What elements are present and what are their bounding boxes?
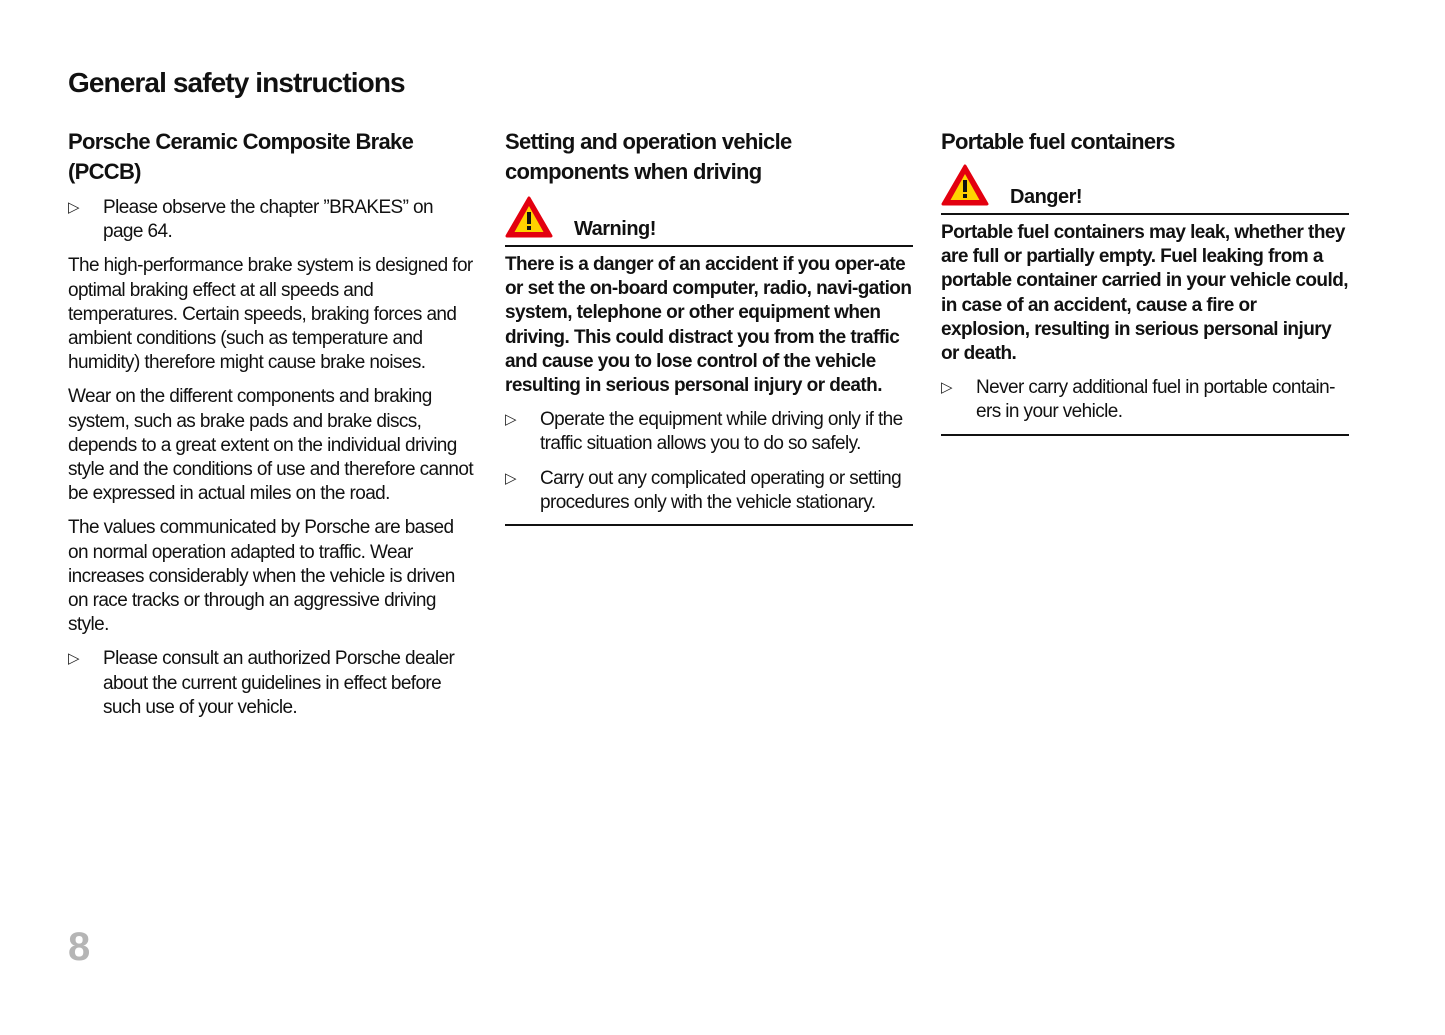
bullet-arrow-icon: ▷: [68, 650, 79, 668]
section-heading-pccb: Porsche Ceramic Composite Brake (PCCB): [68, 129, 414, 184]
bullet-arrow-icon: ▷: [505, 411, 516, 429]
bullet-text: Carry out any complicated operating or setting procedures only with the vehicle stationary.: [540, 467, 902, 513]
section-pccb: [68, 127, 476, 720]
warning-triangle-icon: [941, 164, 989, 206]
warning-triangle-icon: [505, 196, 553, 238]
bullet-item: [68, 196, 476, 244]
section-fuel-containers: [941, 127, 1349, 436]
bullet-arrow-icon: ▷: [68, 199, 79, 216]
danger-header: [941, 163, 1349, 215]
body-paragraph: Wear on the different components and braking system, such as brake pads and brake discs, depends to a great extent on the individual driving style and the conditions of use and therefore cannot be expressed in actual miles on the road.: [68, 386, 474, 505]
danger-text: Portable fuel containers may leak, whether they are full or partially empty. Fuel leaking from a portable container carried in your vehicle could, in case of an accident, cause a fire or explosion, resulting in serious personal injury or death.: [941, 222, 1348, 365]
warning-header: [505, 195, 913, 247]
section-heading-vehicle-components: Setting and operation vehicle components when driving: [505, 129, 792, 184]
section-vehicle-components: [505, 127, 913, 526]
bullet-text: Please consult an authorized Porsche dealer about the current guidelines in effect before such use of your vehicle.: [103, 648, 455, 718]
bullet-arrow-icon: ▷: [941, 379, 952, 397]
bullet-text: Please observe the chapter ”BRAKES” on page 64.: [103, 197, 433, 243]
danger-instructions: [941, 376, 1349, 435]
body-paragraph: The high-performance brake system is designed for optimal braking effect at all speeds and temperatures. Certain speeds, braking forces and ambient conditions (such as temperature and humidity) therefore might cause brake noises.: [68, 255, 473, 374]
bullet-text: Operate the equipment while driving only if the traffic situation allows you to do so safely.: [540, 409, 903, 455]
bullet-item: [941, 376, 1349, 424]
warning-text: There is a danger of an accident if you oper-ate or set the on-board computer, radio, navi-gation system, telephone or other equipment when driving. This could distract you from the traffic and cause you to lose control of the vehicle resulting in serious personal injury or death.: [505, 254, 912, 397]
warning-instructions: [505, 408, 913, 526]
bullet-text: Never carry additional fuel in portable contain-ers in your vehicle.: [976, 377, 1335, 423]
bullet-arrow-icon: ▷: [505, 469, 516, 487]
body-paragraph: The values communicated by Porsche are based on normal operation adapted to traffic. Wear increases considerably when the vehicle is driven on race tracks or through an aggressive driving style.: [68, 517, 455, 636]
danger-title: Danger!: [1010, 186, 1083, 208]
page-number: 8: [68, 925, 91, 969]
section-heading-fuel-containers: Portable fuel containers: [941, 129, 1175, 154]
page-title: General safety instructions: [68, 67, 405, 98]
bullet-item: [68, 647, 476, 720]
warning-title: Warning!: [574, 218, 656, 240]
bullet-item: [505, 408, 913, 456]
bullet-item: [505, 467, 913, 515]
